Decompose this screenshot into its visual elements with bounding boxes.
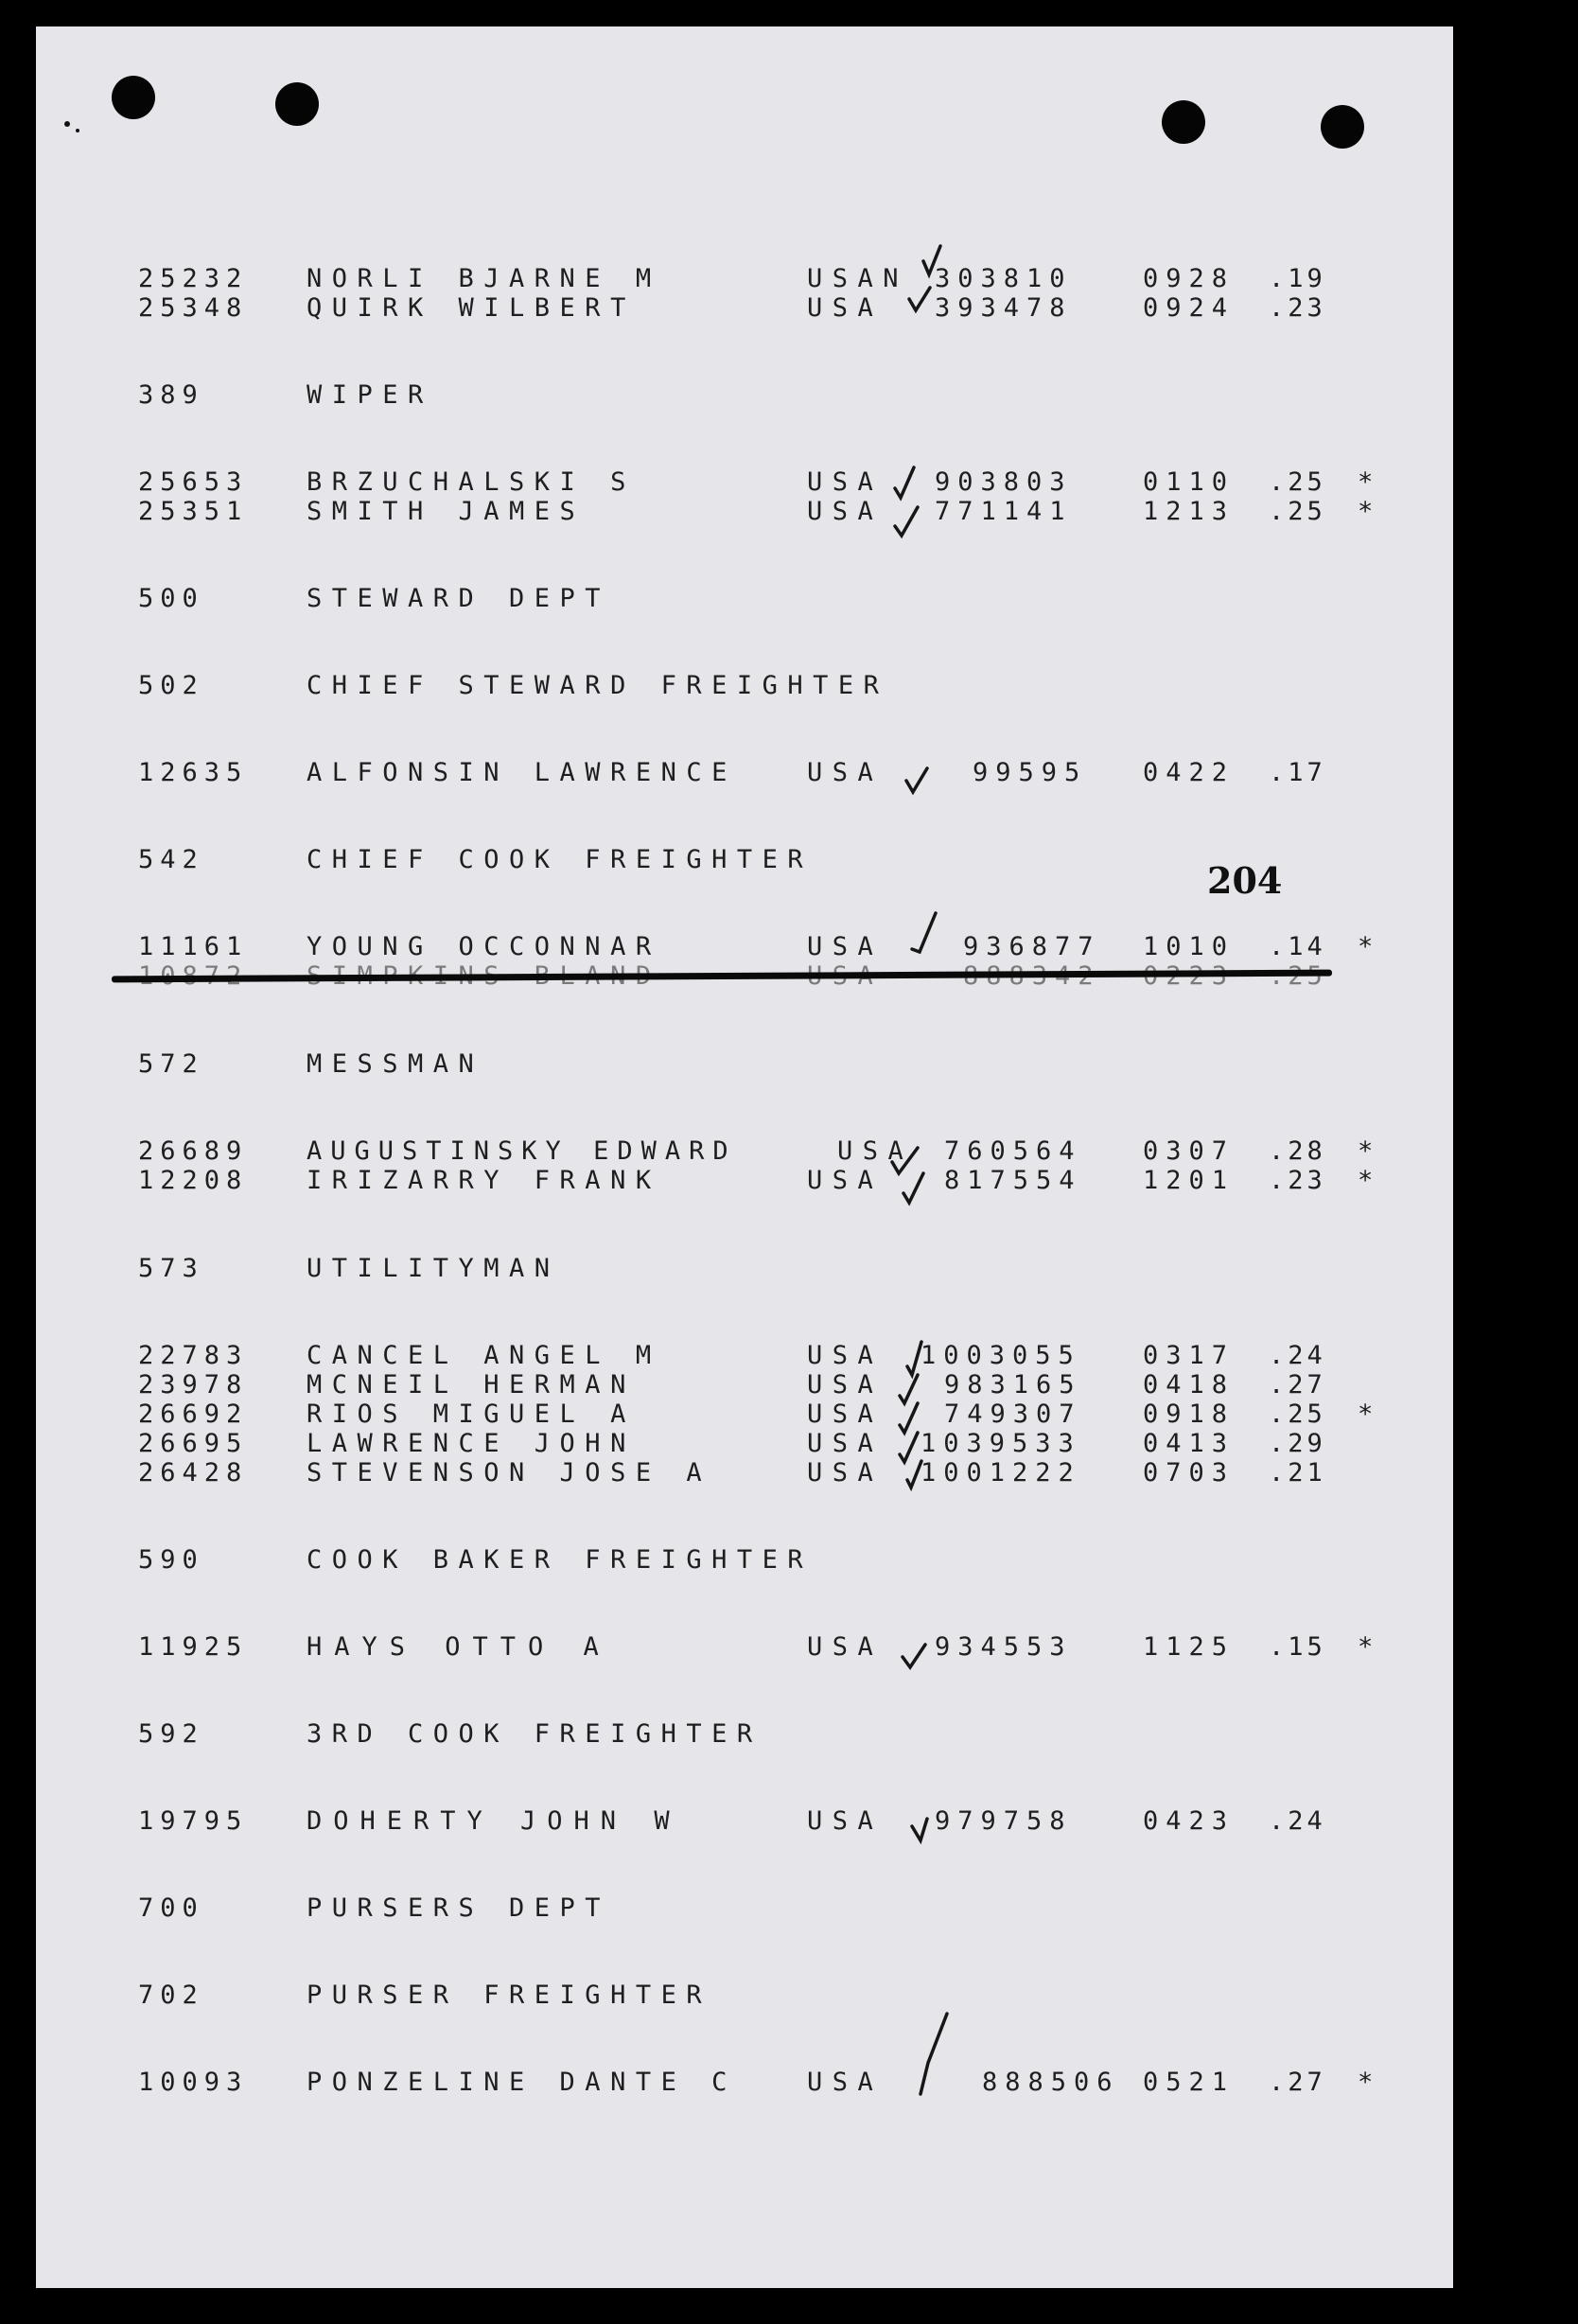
rate: .28: [1269, 1136, 1326, 1166]
punch-hole: [112, 76, 155, 119]
date-code: 0413: [1143, 1429, 1236, 1458]
document-number: 903803: [935, 467, 1073, 497]
date-code: 0423: [1143, 1806, 1236, 1836]
section-code: 542: [138, 845, 204, 874]
nationality: USAN: [807, 264, 909, 293]
rate: .23: [1269, 293, 1326, 323]
check-mark: [912, 1819, 927, 1840]
page-number: 204: [1207, 859, 1283, 902]
nationality: USA: [807, 497, 884, 526]
crew-row: [36, 293, 1326, 323]
punch-hole: [275, 82, 319, 126]
section-code: 573: [138, 1254, 204, 1283]
section-code: 572: [138, 1049, 204, 1079]
document-number: 936877: [963, 932, 1101, 961]
date-code: 0422: [1143, 758, 1236, 787]
check-mark: [907, 1342, 921, 1375]
rate: .27: [1269, 1370, 1326, 1400]
rate: .25: [1269, 497, 1326, 526]
rate: [1269, 962, 1326, 991]
date-code: 0924: [1143, 293, 1236, 323]
crew-code: 26692: [138, 1400, 249, 1429]
crew-code: 25232: [138, 264, 249, 293]
asterisk-mark: *: [1358, 1166, 1374, 1195]
crew-code: 11161: [138, 932, 249, 961]
check-mark: [907, 1461, 921, 1488]
crew-code: 25653: [138, 467, 249, 497]
check-marks: [36, 26, 1453, 2288]
crew-row: [36, 1632, 1374, 1662]
nationality: USA: [807, 1806, 884, 1836]
asterisk-mark: *: [1358, 1136, 1374, 1166]
crew-row: [36, 1136, 1374, 1166]
crew-code: 25348: [138, 293, 249, 323]
crew-name: SMITH JAMES: [307, 497, 586, 526]
check-mark: [900, 1403, 918, 1433]
crew-name: CANCEL ANGEL M: [307, 1341, 661, 1370]
section-title: CHIEF COOK FREIGHTER: [307, 845, 814, 874]
crew-row: [36, 1370, 1326, 1400]
date-code: 0317: [1143, 1341, 1236, 1370]
section-title: COOK BAKER FREIGHTER: [307, 1545, 814, 1575]
crew-code: 26695: [138, 1429, 249, 1458]
rate: .24: [1269, 1806, 1326, 1836]
document-page: [36, 26, 1453, 2288]
rate: .25: [1269, 467, 1326, 497]
document-number: 979758: [935, 1806, 1073, 1836]
nationality: USA: [807, 758, 884, 787]
crew-code: 12208: [138, 1166, 249, 1195]
section-title: STEWARD DEPT: [307, 584, 611, 613]
section-header: [36, 671, 889, 700]
nationality: USA: [837, 1136, 914, 1166]
date-code: 0928: [1143, 264, 1236, 293]
asterisk-mark: *: [1358, 932, 1374, 961]
crew-row: [36, 932, 1374, 961]
check-mark: [895, 467, 914, 498]
date-code: 0918: [1143, 1400, 1236, 1429]
nationality: USA: [807, 1370, 884, 1400]
date-code: 0703: [1143, 1458, 1236, 1488]
section-code: 502: [138, 671, 204, 700]
rate: .25: [1269, 1400, 1326, 1429]
rate: .23: [1269, 1166, 1326, 1195]
section-header: [36, 1981, 712, 2010]
check-mark: [906, 768, 927, 792]
crew-row: [36, 1166, 1374, 1195]
crew-row: [36, 2068, 1374, 2097]
document-number: 749307: [944, 1400, 1082, 1429]
section-code: 389: [138, 380, 204, 410]
crew-row: [36, 1400, 1374, 1429]
crew-name: YOUNG OCCONNAR: [307, 932, 661, 961]
rate: .21: [1269, 1458, 1326, 1488]
crew-row: [36, 264, 1326, 293]
crew-code: 22783: [138, 1341, 249, 1370]
document-number: 99595: [973, 758, 1088, 787]
section-header: [36, 845, 814, 874]
section-code: 592: [138, 1719, 204, 1749]
struck-crew-row: [36, 962, 97, 981]
crew-code: 23978: [138, 1370, 249, 1400]
section-header: [36, 380, 433, 410]
check-mark: [903, 1645, 925, 1667]
document-number: 771141: [935, 497, 1073, 526]
crew-name: AUGUSTINSKY EDWARD: [307, 1136, 737, 1166]
nationality: USA: [807, 1458, 884, 1488]
ink-speck: [76, 129, 79, 132]
section-header: [36, 1545, 814, 1575]
section-code: 702: [138, 1981, 204, 2010]
check-mark: [920, 2014, 947, 2094]
crew-row: [36, 467, 1374, 497]
date-code: 0418: [1143, 1370, 1236, 1400]
nationality: USA: [807, 932, 884, 961]
section-title: WIPER: [307, 380, 433, 410]
document-number: 888506: [982, 2068, 1120, 2097]
crew-code: 26689: [138, 1136, 249, 1166]
crew-row: [36, 497, 1374, 526]
crew-name: BRZUCHALSKI S: [307, 467, 636, 497]
rate: .15: [1269, 1632, 1326, 1662]
section-code: 590: [138, 1545, 204, 1575]
check-mark: [900, 1375, 918, 1403]
section-header: [36, 1049, 484, 1079]
crew-name: MCNEIL HERMAN: [307, 1370, 636, 1400]
crew-name: LAWRENCE JOHN: [307, 1429, 636, 1458]
crew-row: [36, 1458, 1326, 1488]
crew-name: DOHERTY JOHN W: [307, 1806, 681, 1836]
document-number: 983165: [944, 1370, 1082, 1400]
crew-code: 19795: [138, 1806, 249, 1836]
crew-name: RIOS MIGUEL A: [307, 1400, 636, 1429]
crew-name: NORLI BJARNE M: [307, 264, 661, 293]
section-header: [36, 1719, 763, 1749]
nationality: USA: [807, 467, 884, 497]
crew-code: 25351: [138, 497, 249, 526]
date-code: 0110: [1143, 467, 1236, 497]
rate: .14: [1269, 932, 1326, 961]
section-code: 500: [138, 584, 204, 613]
date-code: 1201: [1143, 1166, 1236, 1195]
check-mark: [909, 288, 930, 310]
document-number: 817554: [944, 1166, 1082, 1195]
asterisk-mark: *: [1358, 2068, 1374, 2097]
section-title: PURSER FREIGHTER: [307, 1981, 712, 2010]
crew-name: PONZELINE DANTE C: [307, 2068, 737, 2097]
section-title: 3RD COOK FREIGHTER: [307, 1719, 763, 1749]
document-number: 934553: [935, 1632, 1073, 1662]
date-code: 1125: [1143, 1632, 1236, 1662]
crew-name: HAYS OTTO A: [307, 1632, 611, 1662]
check-mark: [895, 507, 918, 536]
date-code: 0307: [1143, 1136, 1236, 1166]
rate: .17: [1269, 758, 1326, 787]
date-code: 1213: [1143, 497, 1236, 526]
check-mark: [900, 1433, 918, 1462]
section-header: [36, 1893, 611, 1923]
crew-code: 26428: [138, 1458, 249, 1488]
nationality: USA: [807, 293, 884, 323]
crew-name: IRIZARRY FRANK: [307, 1166, 661, 1195]
nationality: USA: [807, 2068, 884, 2097]
crew-code: 12635: [138, 758, 249, 787]
crew-code: 11925: [138, 1632, 249, 1662]
punch-hole: [1162, 100, 1205, 144]
ink-speck: [64, 121, 70, 127]
rate: .24: [1269, 1341, 1326, 1370]
document-number: 1039533: [920, 1429, 1081, 1458]
section-title: MESSMAN: [307, 1049, 484, 1079]
document-number: 1001222: [920, 1458, 1081, 1488]
document-number: 760564: [944, 1136, 1082, 1166]
crew-row: [36, 758, 1326, 787]
asterisk-mark: *: [1358, 467, 1374, 497]
crew-row: [36, 1341, 1326, 1370]
crew-name: QUIRK WILBERT: [307, 293, 636, 323]
section-title: UTILITYMAN: [307, 1254, 560, 1283]
nationality: USA: [807, 1400, 884, 1429]
section-code: 700: [138, 1893, 204, 1923]
crew-name: STEVENSON JOSE A: [307, 1458, 712, 1488]
check-mark: [903, 1173, 923, 1203]
section-header: [36, 584, 611, 613]
asterisk-mark: *: [1358, 497, 1374, 526]
date-code: 0521: [1143, 2068, 1236, 2097]
section-header: [36, 1254, 560, 1283]
document-number: 1003055: [920, 1341, 1081, 1370]
crew-name: ALFONSIN LAWRENCE: [307, 758, 737, 787]
document-number: 393478: [935, 293, 1073, 323]
asterisk-mark: *: [1358, 1632, 1374, 1662]
crew-code: 10093: [138, 2068, 249, 2097]
check-mark: [912, 913, 936, 952]
punch-hole: [1321, 105, 1364, 149]
nationality: USA: [807, 1429, 884, 1458]
rate: .29: [1269, 1429, 1326, 1458]
section-title: PURSERS DEPT: [307, 1893, 611, 1923]
nationality: USA: [807, 1632, 884, 1662]
date-code: 1010: [1143, 932, 1236, 961]
nationality: USA: [807, 1341, 884, 1370]
document-number: 303810: [935, 264, 1073, 293]
crew-row: [36, 1806, 1326, 1836]
rate: .19: [1269, 264, 1326, 293]
section-title: CHIEF STEWARD FREIGHTER: [307, 671, 889, 700]
nationality: USA: [807, 1166, 884, 1195]
rate: .27: [1269, 2068, 1326, 2097]
asterisk-mark: *: [1358, 1400, 1374, 1429]
crew-row: [36, 1429, 1326, 1458]
